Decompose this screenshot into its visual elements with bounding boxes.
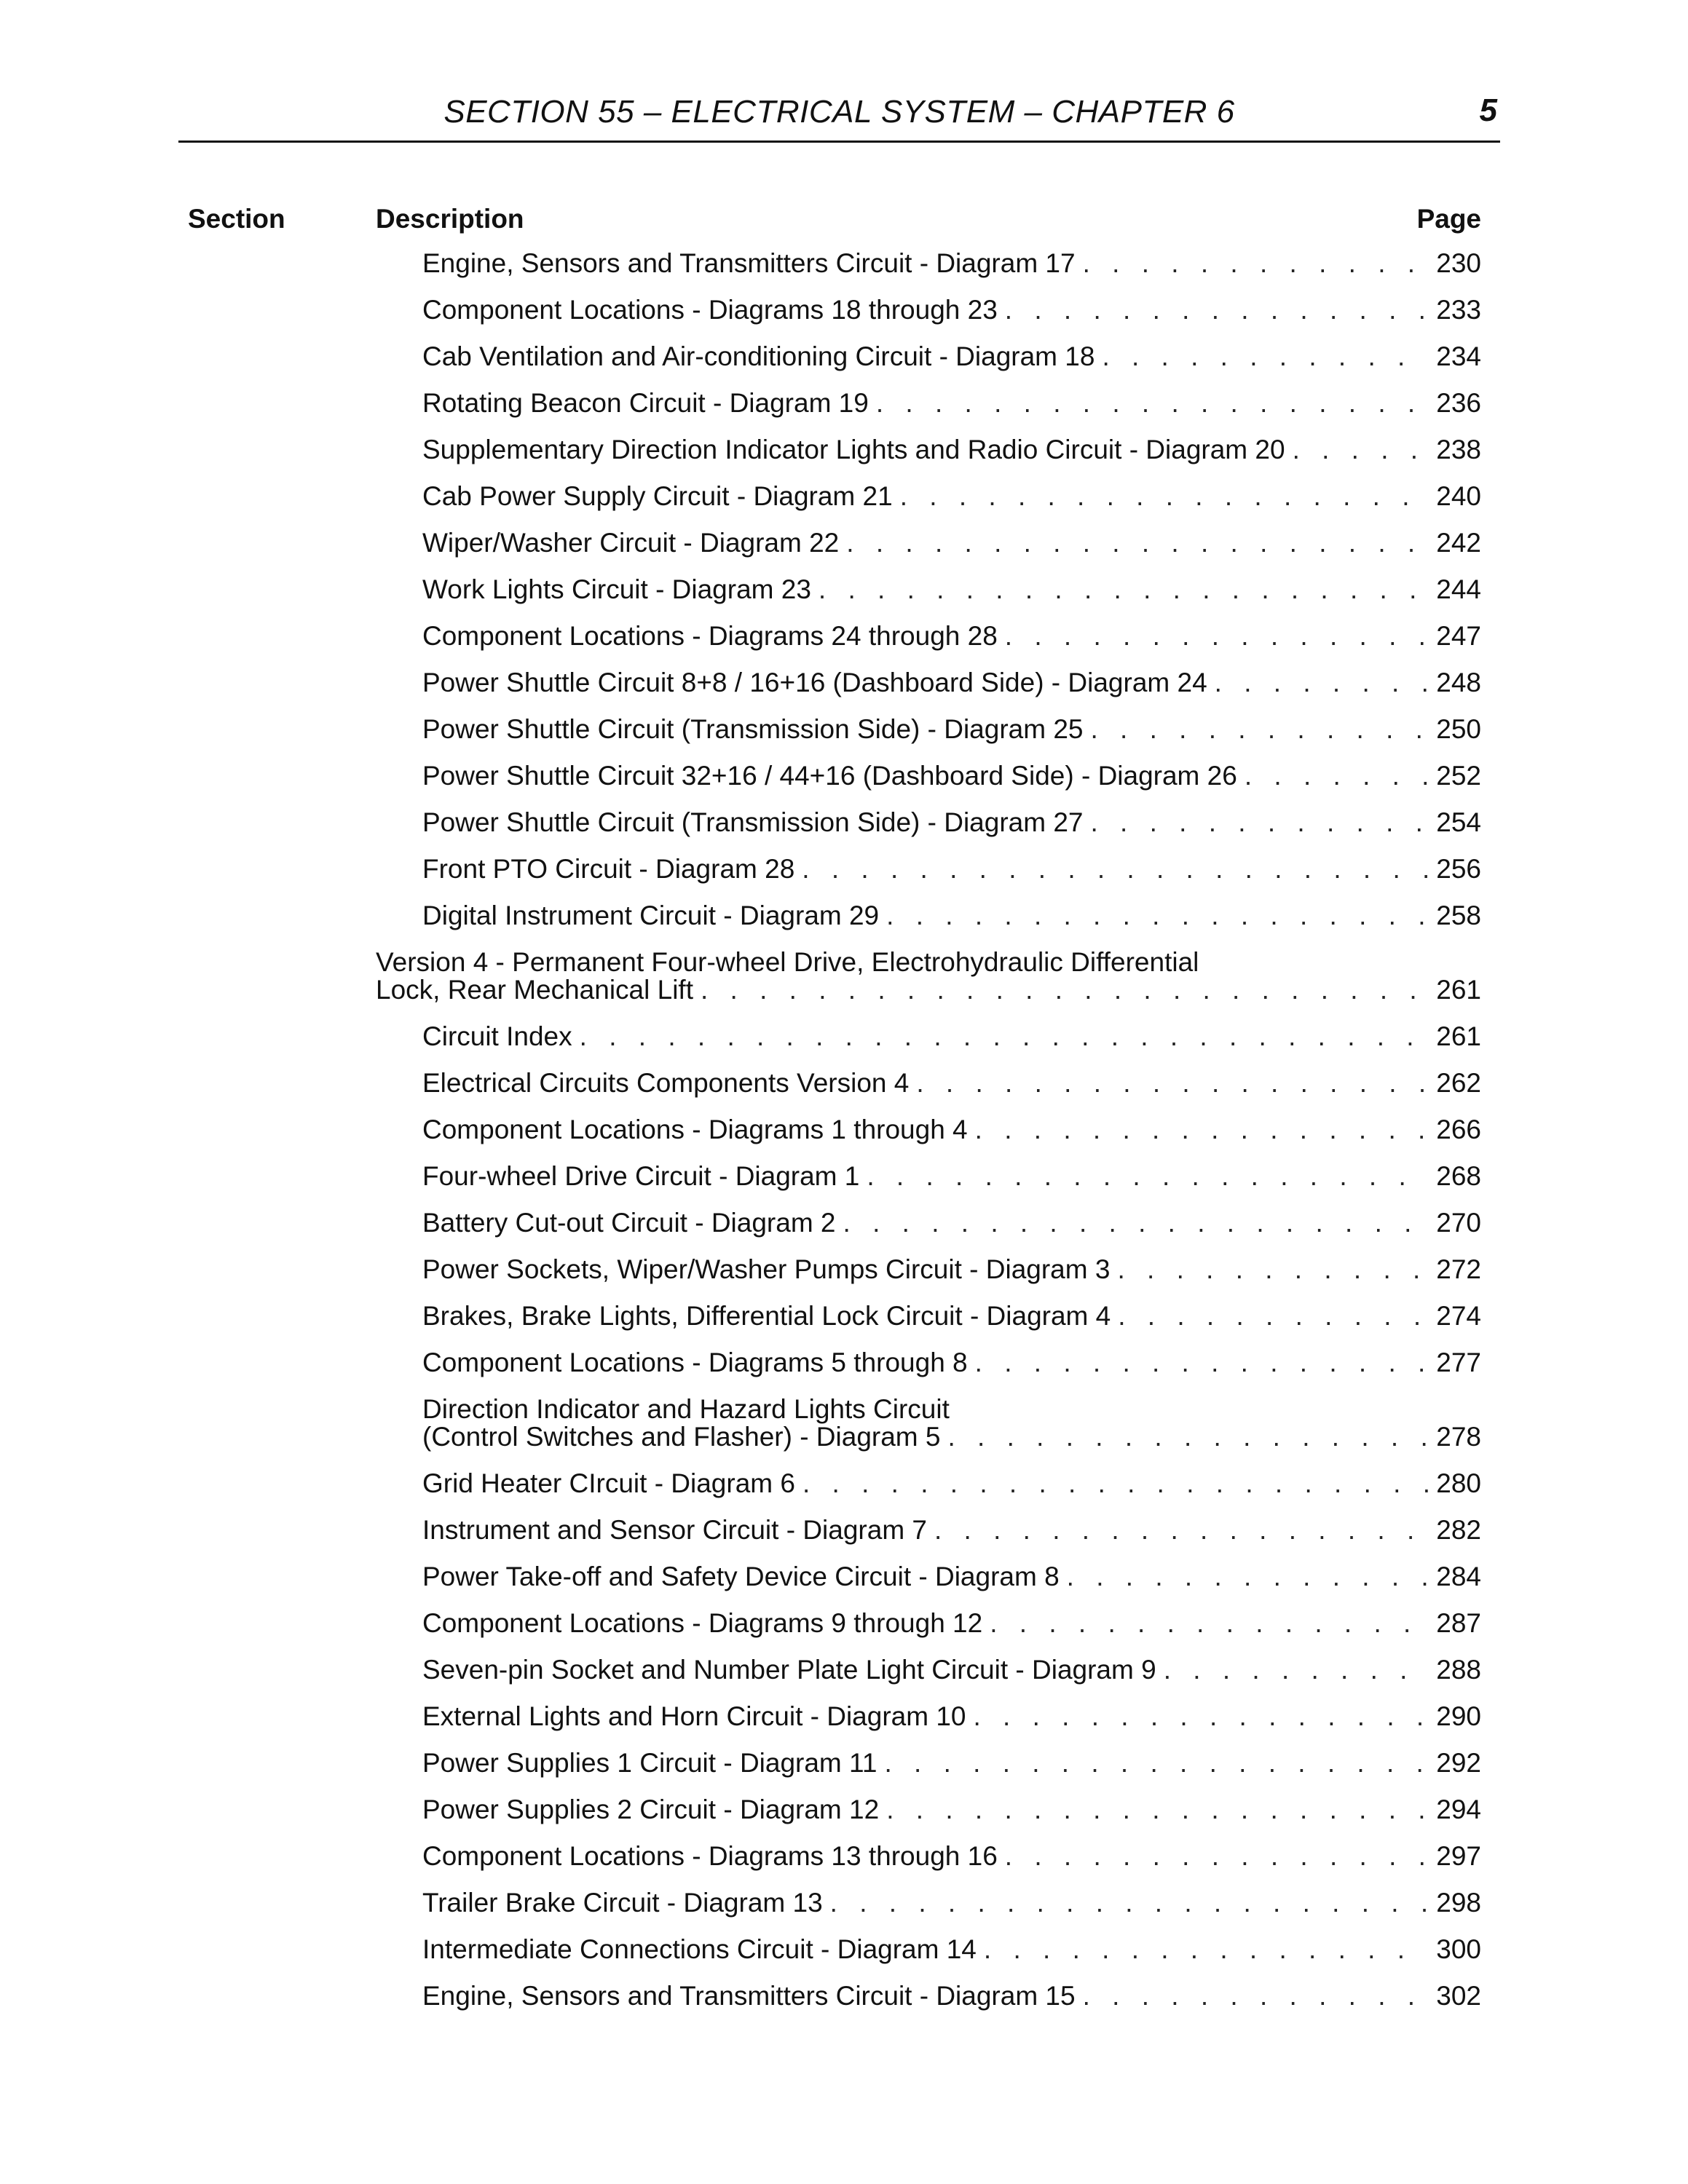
toc-entry: [376, 805, 1481, 852]
toc-entry: [376, 1653, 1481, 1699]
toc-entry-page: 272: [1436, 1254, 1481, 1284]
column-header-page: Page: [1416, 204, 1481, 234]
toc-entry-title: Engine, Sensors and Transmitters Circuit - Diagram 15: [422, 1981, 1076, 2011]
leader-dots: [830, 1886, 1429, 1920]
toc-entry-title: Power Supplies 1 Circuit - Diagram 11: [422, 1748, 877, 1778]
toc-entry-title: Intermediate Connections Circuit - Diagram 14: [422, 1934, 977, 1964]
toc-entry: [376, 1112, 1481, 1159]
toc-entry-title: Brakes, Brake Lights, Differential Lock Circuit - Diagram 4: [422, 1301, 1111, 1331]
toc-entry-page: 236: [1436, 388, 1481, 418]
toc-entry-title: Power Shuttle Circuit (Transmission Side) - Diagram 27: [422, 807, 1084, 837]
toc-entry: [376, 898, 1481, 945]
toc-entry-title: Cab Power Supply Circuit - Diagram 21: [422, 481, 893, 511]
toc-entry-page: 266: [1436, 1115, 1481, 1144]
toc-entry: [376, 1299, 1481, 1345]
leader-dots: [1090, 805, 1429, 840]
leader-dots: [934, 1513, 1429, 1548]
leader-dots: [884, 1746, 1429, 1781]
column-header-description: Description: [376, 204, 524, 234]
leader-dots: [1083, 246, 1429, 281]
toc-entry: [376, 1886, 1481, 1932]
toc-entry-title: Trailer Brake Circuit - Diagram 13: [422, 1888, 823, 1918]
toc-entry-page: 282: [1436, 1515, 1481, 1545]
toc-entry-title: Cab Ventilation and Air-conditioning Circuit - Diagram 18: [422, 341, 1095, 371]
leader-dots: [819, 572, 1429, 607]
toc-entry-page: 250: [1436, 714, 1481, 744]
leader-dots: [984, 1932, 1429, 1967]
leader-dots: [975, 1112, 1429, 1147]
toc-entry: [376, 526, 1481, 572]
toc-entry: [376, 665, 1481, 712]
leader-dots: [1293, 432, 1429, 467]
toc-entry: [376, 1206, 1481, 1252]
toc-entry-page: 290: [1436, 1701, 1481, 1731]
toc-entry-title: Component Locations - Diagrams 24 through 28: [422, 621, 998, 651]
leader-dots: [947, 1420, 1429, 1455]
leader-dots: [701, 973, 1429, 1008]
toc-entry: [376, 1019, 1481, 1066]
toc-entry-title: Component Locations - Diagrams 5 through 8: [422, 1348, 968, 1377]
toc-entry: [376, 1466, 1481, 1513]
toc-entry-page: 292: [1436, 1748, 1481, 1778]
toc-entry-title: Electrical Circuits Components Version 4: [422, 1068, 910, 1098]
toc-entry: [376, 1252, 1481, 1299]
toc-entry: [376, 1606, 1481, 1653]
toc-entry-page: 252: [1436, 761, 1481, 791]
toc-entry-page: 240: [1436, 481, 1481, 511]
toc-entry: [376, 759, 1481, 805]
leader-dots: [1005, 1839, 1429, 1874]
leader-dots: [916, 1066, 1429, 1101]
toc-entry: [376, 1746, 1481, 1792]
toc-entry-title: Digital Instrument Circuit - Diagram 29: [422, 901, 880, 930]
leader-dots: [802, 852, 1429, 887]
toc-entry-title: Front PTO Circuit - Diagram 28: [422, 854, 795, 884]
toc-entry: [376, 386, 1481, 432]
toc-entry-title: Power Supplies 2 Circuit - Diagram 12: [422, 1795, 880, 1824]
leader-dots: [886, 898, 1429, 933]
toc-entry: [376, 339, 1481, 386]
toc-entry-title: Power Shuttle Circuit 32+16 / 44+16 (Dashboard Side) - Diagram 26: [422, 761, 1237, 791]
toc-entry-page: 234: [1436, 341, 1481, 371]
toc-entry-page: 244: [1436, 574, 1481, 604]
toc-entry-title-continued: (Control Switches and Flasher) - Diagram 5: [422, 1422, 941, 1452]
toc-entry-title: Seven-pin Socket and Number Plate Light Circuit - Diagram 9: [422, 1655, 1156, 1685]
toc-entry: [376, 1345, 1481, 1392]
toc-entry: [376, 479, 1481, 526]
toc-entry-line2: [376, 1420, 1481, 1455]
toc-entry-page: 280: [1436, 1468, 1481, 1498]
toc-entry-page: 284: [1436, 1562, 1481, 1591]
toc-entry-page: 300: [1436, 1934, 1481, 1964]
toc-entry-page: 278: [1436, 1422, 1481, 1452]
toc-entry: [376, 1559, 1481, 1606]
leader-dots: [1215, 665, 1429, 700]
toc-entry-title: Wiper/Washer Circuit - Diagram 22: [422, 528, 840, 558]
toc-entry-title: Engine, Sensors and Transmitters Circuit - Diagram 17: [422, 248, 1076, 278]
toc-entry: [376, 246, 1481, 293]
toc-entry: [376, 852, 1481, 898]
toc-entry-page: 302: [1436, 1981, 1481, 2011]
toc-entry-title: Circuit Index: [422, 1021, 572, 1051]
toc-entry-title: Component Locations - Diagrams 1 through 4: [422, 1115, 968, 1144]
toc-entry: [376, 1932, 1481, 1979]
toc-entry: [376, 712, 1481, 759]
leader-dots: [1118, 1299, 1429, 1334]
leader-dots: [1005, 619, 1429, 654]
toc-entry-title-continued: Lock, Rear Mechanical Lift: [376, 975, 693, 1005]
leader-dots: [974, 1699, 1429, 1734]
toc-entry-title: Instrument and Sensor Circuit - Diagram 7: [422, 1515, 927, 1545]
toc-entry-title: Rotating Beacon Circuit - Diagram 19: [422, 388, 869, 418]
toc-entry: [376, 1792, 1481, 1839]
toc-entry: [376, 619, 1481, 665]
toc-entry: [376, 945, 1481, 1019]
toc-entry-title: Battery Cut-out Circuit - Diagram 2: [422, 1208, 836, 1238]
toc-entry-title: Power Shuttle Circuit (Transmission Side) - Diagram 25: [422, 714, 1084, 744]
leader-dots: [1090, 712, 1429, 747]
toc-entry-title: External Lights and Horn Circuit - Diagram 10: [422, 1701, 966, 1731]
toc-entry-page: 270: [1436, 1208, 1481, 1238]
toc-entry-title: Version 4 - Permanent Four-wheel Drive, Electrohydraulic Differential: [376, 947, 1199, 977]
leader-dots: [802, 1466, 1429, 1501]
toc-entry: [376, 1979, 1481, 2025]
leader-dots: [580, 1019, 1429, 1054]
toc-entry-page: 298: [1436, 1888, 1481, 1918]
toc-entry-line2: [376, 973, 1481, 1008]
toc-entry-page: 248: [1436, 668, 1481, 697]
toc-entry-page: 254: [1436, 807, 1481, 837]
leader-dots: [1164, 1653, 1429, 1688]
toc-entry: [376, 432, 1481, 479]
page-header: [178, 91, 1500, 143]
leader-dots: [1005, 293, 1429, 328]
toc-entry-page: 287: [1436, 1608, 1481, 1638]
table-of-contents: [376, 246, 1481, 2025]
toc-entry-page: 242: [1436, 528, 1481, 558]
toc-entry-title: Work Lights Circuit - Diagram 23: [422, 574, 811, 604]
toc-entry: [376, 572, 1481, 619]
toc-entry: [376, 1513, 1481, 1559]
leader-dots: [1117, 1252, 1429, 1287]
leader-dots: [1245, 759, 1429, 794]
toc-entry-page: 261: [1436, 1021, 1481, 1051]
leader-dots: [876, 386, 1429, 421]
toc-entry: [376, 1066, 1481, 1112]
toc-entry-title: Grid Heater CIrcuit - Diagram 6: [422, 1468, 795, 1498]
column-header-section: Section: [188, 204, 285, 234]
toc-entry-page: 294: [1436, 1795, 1481, 1824]
toc-entry-title: Component Locations - Diagrams 18 through 23: [422, 295, 998, 325]
leader-dots: [846, 526, 1429, 561]
toc-entry: [376, 1159, 1481, 1206]
toc-entry-title: Component Locations - Diagrams 9 through 12: [422, 1608, 983, 1638]
toc-entry-title: Component Locations - Diagrams 13 through 16: [422, 1841, 998, 1871]
toc-entry-title: Four-wheel Drive Circuit - Diagram 1: [422, 1161, 860, 1191]
leader-dots: [1102, 339, 1429, 374]
toc-entry: [376, 1699, 1481, 1746]
toc-entry: [376, 1839, 1481, 1886]
leader-dots: [886, 1792, 1429, 1827]
toc-entry: [376, 1392, 1481, 1466]
toc-entry-title: Supplementary Direction Indicator Lights and Radio Circuit - Diagram 20: [422, 435, 1285, 464]
toc-entry-title: Direction Indicator and Hazard Lights Circuit: [422, 1394, 950, 1424]
leader-dots: [990, 1606, 1429, 1641]
toc-entry-page: 247: [1436, 621, 1481, 651]
toc-entry-page: 268: [1436, 1161, 1481, 1191]
page-number: 5: [1479, 92, 1497, 128]
toc-entry-page: 261: [1436, 975, 1481, 1005]
leader-dots: [975, 1345, 1429, 1380]
toc-entry-page: 256: [1436, 854, 1481, 884]
toc-entry-page: 297: [1436, 1841, 1481, 1871]
toc-entry-title: Power Take-off and Safety Device Circuit - Diagram 8: [422, 1562, 1060, 1591]
header-title: SECTION 55 – ELECTRICAL SYSTEM – CHAPTER 6: [443, 94, 1235, 130]
toc-entry-page: 230: [1436, 248, 1481, 278]
leader-dots: [900, 479, 1429, 514]
toc-entry-page: 258: [1436, 901, 1481, 930]
leader-dots: [1083, 1979, 1429, 2014]
toc-entry-page: 274: [1436, 1301, 1481, 1331]
toc-entry-page: 238: [1436, 435, 1481, 464]
toc-entry-page: 262: [1436, 1068, 1481, 1098]
toc-entry-page: 288: [1436, 1655, 1481, 1685]
toc-entry-title: Power Sockets, Wiper/Washer Pumps Circuit - Diagram 3: [422, 1254, 1111, 1284]
leader-dots: [867, 1159, 1429, 1194]
leader-dots: [843, 1206, 1429, 1241]
toc-entry-page: 277: [1436, 1348, 1481, 1377]
leader-dots: [1067, 1559, 1429, 1594]
toc-entry-title: Power Shuttle Circuit 8+8 / 16+16 (Dashboard Side) - Diagram 24: [422, 668, 1207, 697]
toc-entry: [376, 293, 1481, 339]
toc-entry-page: 233: [1436, 295, 1481, 325]
